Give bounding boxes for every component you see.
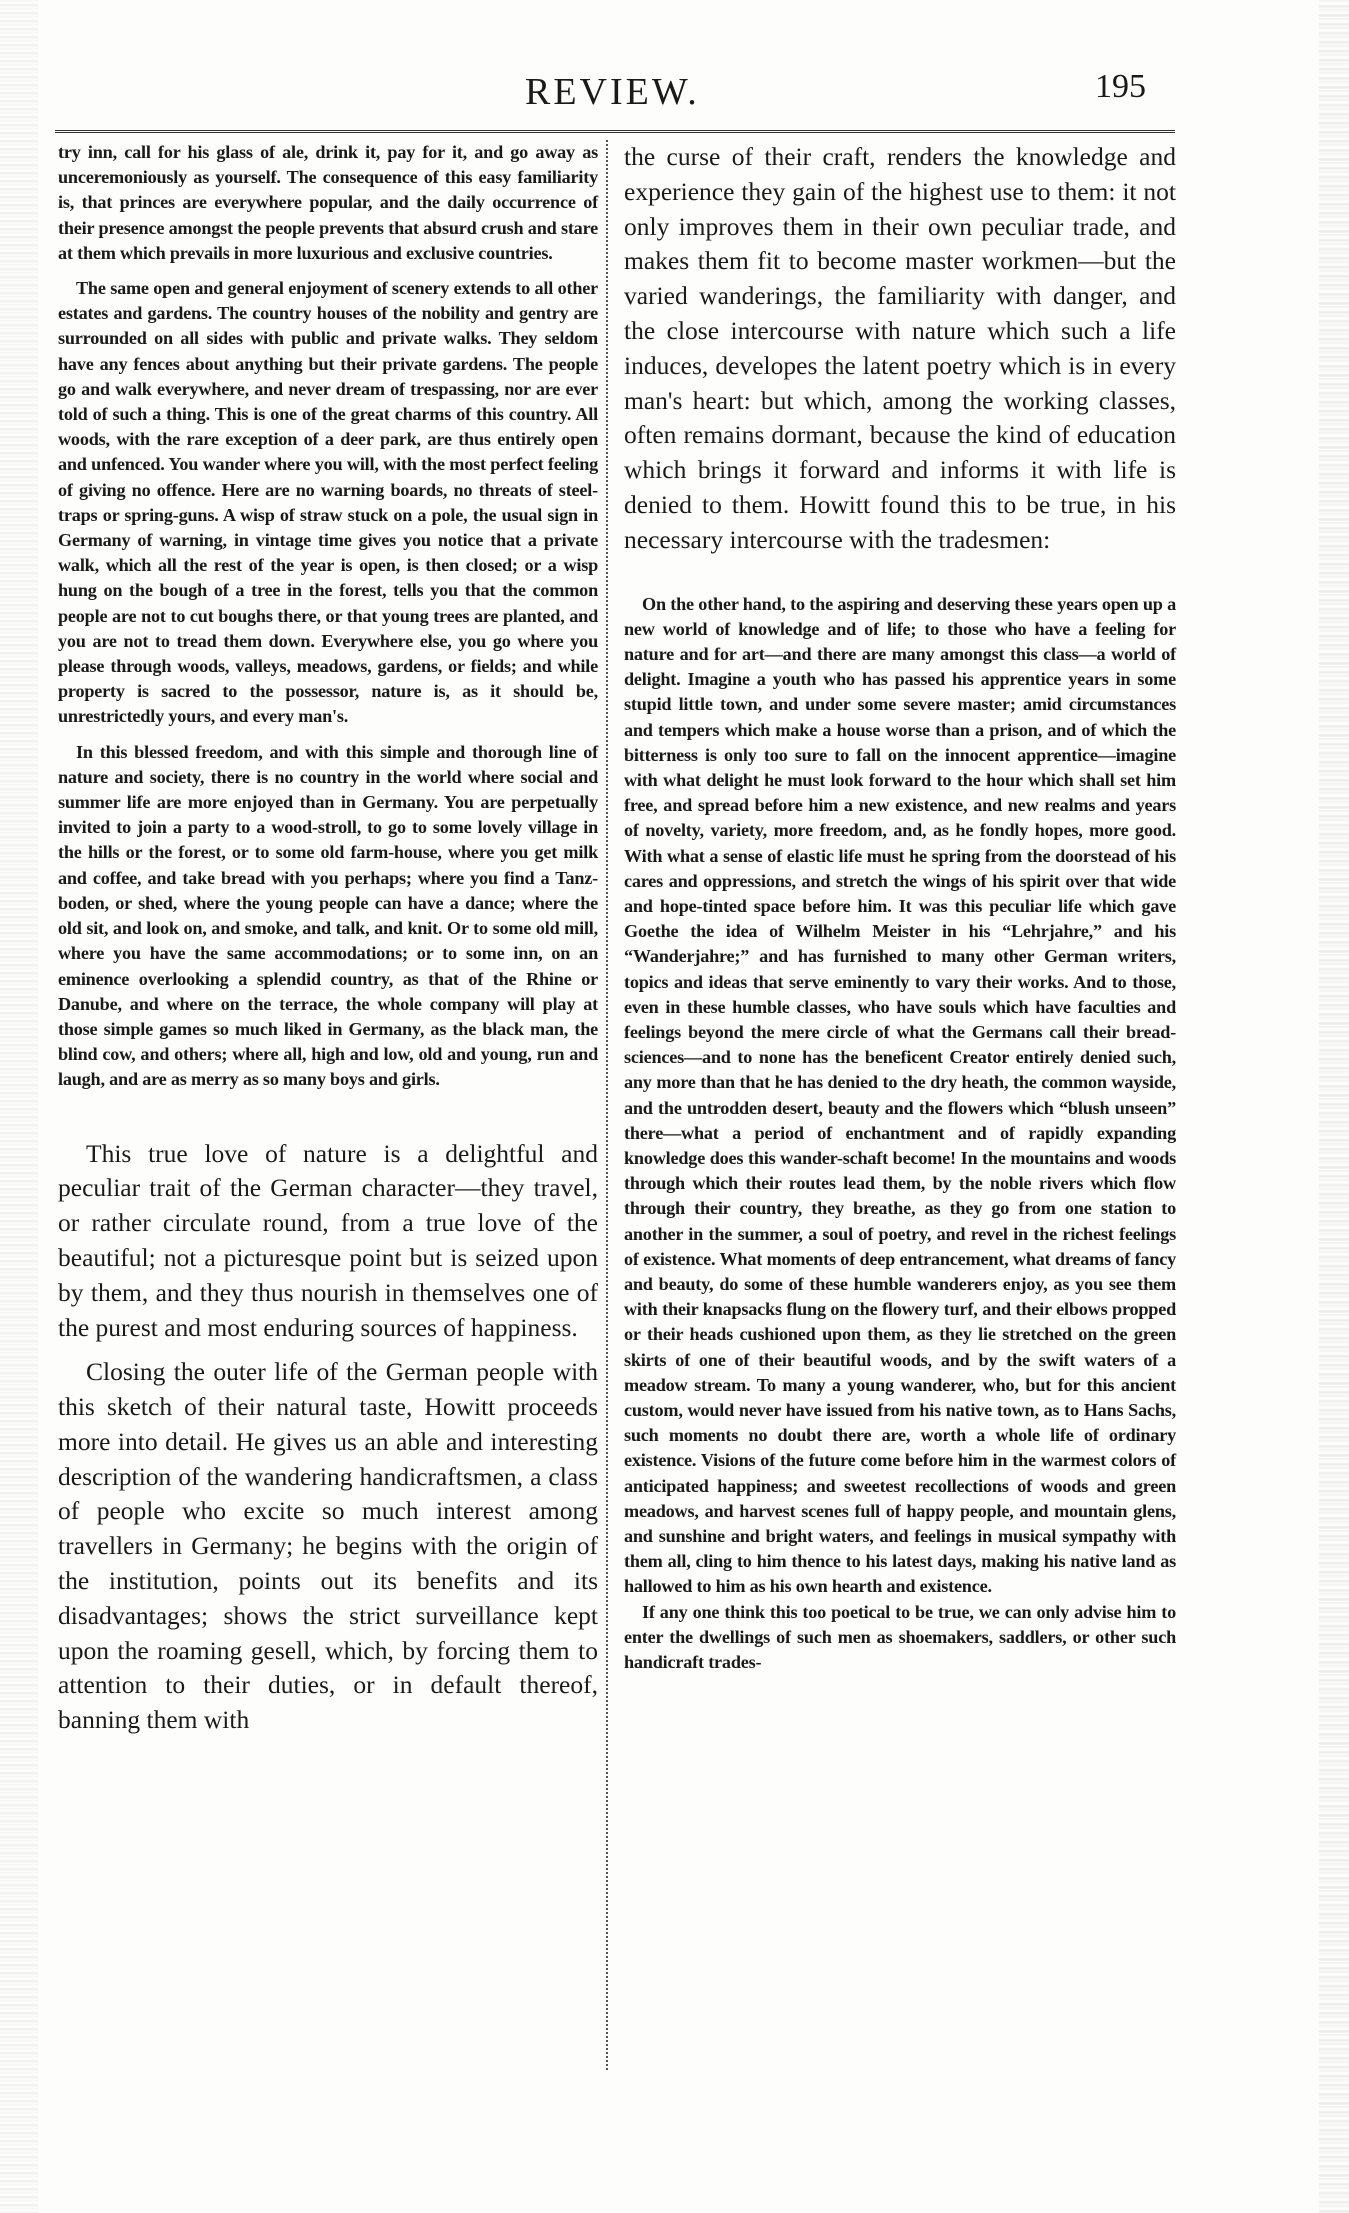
quote-paragraph: On the other hand, to the aspiring and deserving these years open up a new world of knowledge and of life; to those who have a feeling for nature and for art—and there are many amongst this class—a world of delight. Imagine a youth who has passed his apprentice years in some stupid little town, and under some severe master; amid circumstances and tempers which make a house worse than a prison, and of which the bitterness is only too sure to fall on the innocent apprentice—imagine with what delight he must look forward to the hour which shall set him free, and spread before him a new existence, and new realms and years of novelty, variety, more freedom, and, as he fondly hopes, more good. With what a sense of elastic life must he spring from the doorstead of his cares and oppressions, and stretch the wings of his spirit over that wide and hope-tinted space before him. It was this peculiar life which gave Goethe the idea of Wilhelm Meister in his “Lehrjahre,” and his “Wanderjahre;” and has furnished to many other German writers, topics and ideas that serve eminently to vary their works. And to those, even in these humble classes, who have souls which have faculties and feelings beyond the mere circle of what the Germans call their bread-sciences—and to none has the beneficent Creator entirely denied such, any more than that he has denied to the dry heath, the common wayside, and the untrodden desert, beauty and the flowers which “blush unseen” there—what a period of enchantment and of rapidly expanding knowledge does this wander-schaft become! In the mountains and woods through which their routes lead them, by the noble rivers which flow through their country, they breathe, as they go from one station to another in the summer, a soul of poetry, and revel in the richest feelings of existence. What moments of deep entrancement, what dreams of fancy and beauty, do some of these humble wanderers enjoy, as you see them with their knapsacks flung on the flowery turf, and their elbows propped or their heads cushioned upon them, as they lie stretched on the green skirts of one of their beautiful woods, and by the swift waters of a meadow stream. To many a young wanderer, who, but for this ancient custom, would never have issued from his native town, as to Hans Sachs, such moments no doubt there are, worth a whole life of ordinary existence. Visions of the future come before him in the warmest colors of anticipated happiness; and sweetest recollections of woods and green meadows, and harvest scenes full of happy people, and mountain glens, and sunshine and bright waters, and feelings in musical sympathy with them all, cling to him thence to his latest days, making his native land as hallowed to him as his own hearth and existence. bbox=[624, 593, 1176, 1597]
scan-edge-left bbox=[0, 0, 38, 2213]
body-paragraph: This true love of nature is a delightful and peculiar trait of the German character—they travel, or rather circulate round, from a true love of the beautiful; not a picturesque point but is seized upon by them, and they thus nourish in themselves one of the purest and most enduring sources of happiness. bbox=[58, 1138, 598, 1342]
header-rule bbox=[55, 130, 1175, 133]
running-head: REVIEW. bbox=[525, 71, 700, 113]
scan-edge-right bbox=[1319, 0, 1349, 2213]
column-divider bbox=[606, 140, 608, 2070]
body-paragraph: Closing the outer life of the German people with this sketch of their natural taste, Howitt proceeds more into detail. He gives us an able and interesting description of the wandering handicraftsmen, a class of people who excite so much interest among travellers in Germany; he begins with the origin of the institution, points out its benefits and its disadvantages; shows the strict surveillance kept upon the roaming gesell, which, by forcing them to attention to their duties, or in default thereof, banning them with bbox=[58, 1357, 598, 1735]
quote-paragraph: try inn, call for his glass of ale, drink it, pay for it, and go away as unceremoniously as yourself. The consequence of this easy familiarity is, that princes are everywhere popular, and the daily occurrence of their presence amongst the people prevents that absurd crush and stare at them which prevails in more luxurious and exclusive countries. bbox=[58, 142, 598, 263]
body-paragraph: the curse of their craft, renders the knowledge and experience they gain of the highest use to them: it not only improves them in their own peculiar trade, and makes them fit to become master workmen—but the varied wanderings, the familiarity with danger, and the close intercourse with nature which such a life induces, developes the latent poetry which is in every man's heart: but which, among the working classes, often remains dormant, because the kind of education which brings it forward and informs it with life is denied to them. Howitt found this to be true, in his necessary intercourse with the tradesmen: bbox=[624, 142, 1176, 554]
page-header bbox=[50, 62, 1150, 122]
right-column bbox=[624, 140, 1176, 1675]
page-number: 195 bbox=[1095, 68, 1146, 105]
quote-paragraph: The same open and general enjoyment of scenery extends to all other estates and gardens. The country houses of the nobility and gentry are surrounded on all sides with public and private walks. They seldom have any fences about anything but their private gardens. The people go and walk everywhere, and never dream of trespassing, nor are ever told of such a thing. This is one of the great charms of this country. All woods, with the rare exception of a deer park, are thus entirely open and unfenced. You wander where you will, with the most perfect feeling of giving no offence. Here are no warning boards, no threats of steel-traps or spring-guns. A wisp of straw stuck on a pole, the usual sign in Germany of warning, in vintage time gives you notice that a private walk, which all the rest of the year is open, is then closed; or a wisp hung on the bough of a tree in the forest, tells you that the common people are not to cut boughs there, or that young trees are planted, and you are not to tread them down. Everywhere else, you go where you please through woods, valleys, meadows, gardens, or fields; and while property is sacred to the possessor, nature is, as it should be, unrestrictedly yours, and every man's. bbox=[58, 278, 598, 727]
left-column bbox=[58, 140, 598, 1738]
quote-paragraph: In this blessed freedom, and with this simple and thorough line of nature and society, there is no country in the world where social and summer life are more enjoyed than in Germany. You are perpetually invited to join a party to a wood-stroll, to go to some lovely village in the hills or the forest, or to some old farm-house, where you get milk and coffee, and take bread with you perhaps; where you find a Tanz-boden, or shed, where the young people can have a dance; where the old sit, and look on, and smoke, and talk, and knit. Or to some old mill, where you have the same accommodations; or to some inn, on an eminence overlooking a splendid country, as that of the Rhine or Danube, and where on the terrace, the whole company will play at those simple games so much liked in Germany, as the black man, the blind cow, and others; where all, high and low, old and young, run and laugh, and are as merry as so many boys and girls. bbox=[58, 741, 598, 1090]
quote-paragraph: If any one think this too poetical to be true, we can only advise him to enter the dwellings of such men as shoemakers, saddlers, or other such handicraft trades- bbox=[624, 1601, 1176, 1673]
